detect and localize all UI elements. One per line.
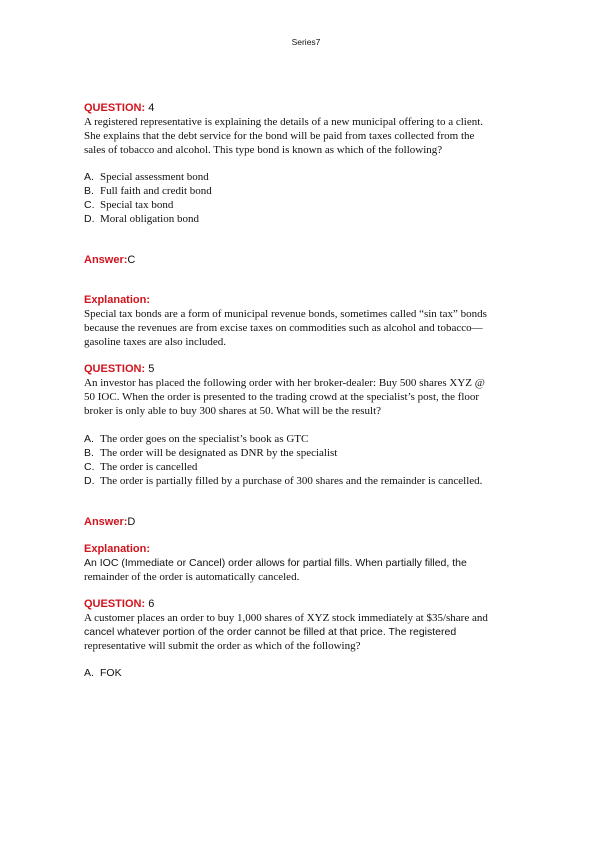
option-d <box>84 212 199 226</box>
option-text: Moral obligation bond <box>100 213 199 225</box>
option-key: B. <box>84 185 94 197</box>
question-text: cancel whatever portion of the order cannot be filled at that price. The registered <box>84 626 457 638</box>
option-b <box>84 446 337 460</box>
option-text: Special tax bond <box>100 199 174 211</box>
question-label: QUESTION: <box>84 363 146 375</box>
explanation-text: An IOC (Immediate or Cancel) order allows for partial fills. When partially filled, the <box>84 557 467 569</box>
option-key: A. <box>84 171 94 183</box>
explanation-text: Special tax bonds are a form of municipal revenue bonds, sometimes called “sin tax” bonds <box>84 308 487 320</box>
explanation-text: because the revenues are from excise taxes on commodities such as alcohol and tobacco— <box>84 322 483 334</box>
option-a <box>84 666 122 680</box>
option-key: D. <box>84 213 95 225</box>
page-header: Series7 <box>291 37 321 47</box>
question-number: 6 <box>148 598 155 610</box>
question-text: broker is only able to buy 300 shares at 50. What will be the result? <box>84 405 382 417</box>
option-text: The order goes on the specialist’s book as GTC <box>100 433 309 445</box>
answer-label: Answer: <box>84 254 128 266</box>
option-text: Full faith and credit bond <box>100 185 212 197</box>
question-5-heading <box>84 362 154 376</box>
question-number: 4 <box>148 102 155 114</box>
answer-label: Answer: <box>84 516 128 528</box>
option-a <box>84 432 308 446</box>
option-text: The order is partially filled by a purchase of 300 shares and the remainder is cancelled. <box>100 475 483 487</box>
option-text: FOK <box>100 667 122 679</box>
question-text: A registered representative is explaining the details of a new municipal offering to a client. <box>84 116 484 128</box>
answer-4 <box>84 253 135 267</box>
explanation-text: remainder of the order is automatically canceled. <box>84 571 300 583</box>
question-label: QUESTION: <box>84 598 146 610</box>
option-key: A. <box>84 433 94 445</box>
explanation-label: Explanation: <box>84 294 151 306</box>
question-text: sales of tobacco and alcohol. This type bond is known as which of the following? <box>84 144 443 156</box>
question-number: 5 <box>148 363 155 375</box>
option-text: Special assessment bond <box>100 171 209 183</box>
answer-value: C <box>127 254 136 266</box>
option-a <box>84 170 209 184</box>
question-text: An investor has placed the following order with her broker-dealer: Buy 500 shares XYZ @ <box>84 377 485 389</box>
option-text: The order is cancelled <box>100 461 198 473</box>
option-c <box>84 460 197 474</box>
question-label: QUESTION: <box>84 102 146 114</box>
option-b <box>84 184 212 198</box>
question-6-heading <box>84 597 154 611</box>
explanation-text: gasoline taxes are also included. <box>84 336 227 348</box>
question-text: A customer places an order to buy 1,000 shares of XYZ stock immediately at $35/share and <box>84 612 488 624</box>
option-c <box>84 198 173 212</box>
question-text: representative will submit the order as which of the following? <box>84 640 361 652</box>
option-text: The order will be designated as DNR by the specialist <box>100 447 338 459</box>
option-key: A. <box>84 667 94 679</box>
question-4-heading <box>84 101 154 115</box>
option-key: D. <box>84 475 95 487</box>
explanation-label: Explanation: <box>84 543 151 555</box>
answer-value: D <box>127 516 136 528</box>
question-text: She explains that the debt service for the bond will be paid from taxes collected from the <box>84 130 475 142</box>
option-d <box>84 474 482 488</box>
option-key: C. <box>84 461 95 473</box>
question-text: 50 IOC. When the order is presented to the trading crowd at the specialist’s post, the floor <box>84 391 480 403</box>
option-key: C. <box>84 199 95 211</box>
option-key: B. <box>84 447 94 459</box>
answer-5 <box>84 515 135 529</box>
